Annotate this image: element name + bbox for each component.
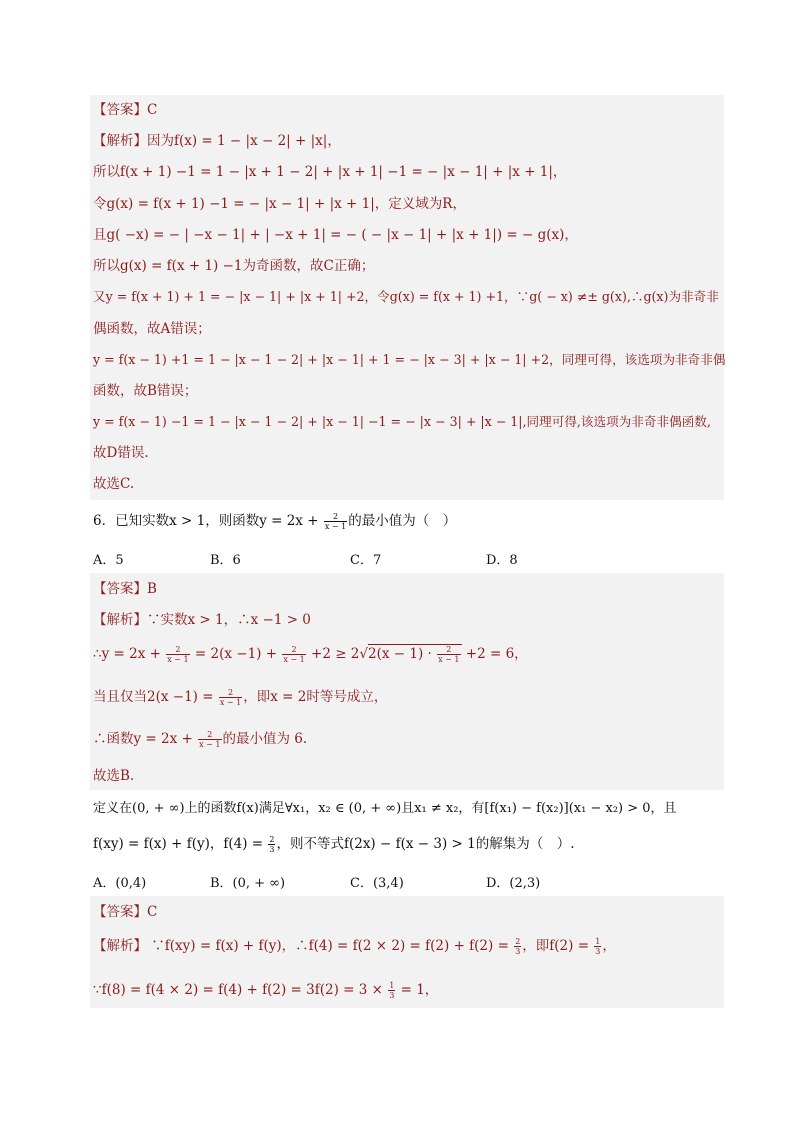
q6-solution-box <box>90 573 724 790</box>
math-text: 当且仅当2(x −1) = <box>93 689 218 705</box>
fraction-denominator: x − 1 <box>167 655 189 664</box>
math-text: +2 = 6， <box>461 646 528 662</box>
fraction-numerator: 2 <box>324 512 347 522</box>
q5-solution-line: 所以g(x) = f(x + 1) −1为奇函数，故C正确； <box>93 258 375 274</box>
q6-answer: 【答案】B <box>93 581 157 597</box>
fraction <box>166 645 189 664</box>
q7-option-a: A．(0,4) <box>93 876 147 891</box>
q6-solution-line <box>93 645 528 664</box>
q5-solution-line: 函数，故B错误； <box>93 383 198 399</box>
q5-solution-line: 【解析】因为f(x) = 1 − |x − 2| + |x|， <box>93 133 341 149</box>
fraction-denominator: 3 <box>389 991 395 1000</box>
math-text: 2(x − 1) · <box>368 646 437 662</box>
q6-number: 6． <box>93 513 116 529</box>
q6-option-d: D．8 <box>486 553 518 568</box>
q5-solution-line: 故D错误. <box>93 445 149 461</box>
fraction-denominator: x − 1 <box>219 698 242 707</box>
q5-solution-line: 且g( −x) = − | −x − 1| + | −x + 1| = − ( − |x − 1| + |x + 1|) = − g(x)， <box>93 227 578 243</box>
fraction-numerator: 1 <box>595 937 601 946</box>
fraction-denominator: x − 1 <box>283 655 305 664</box>
fraction <box>514 937 521 956</box>
q7-option-c: C．(3,4) <box>350 876 404 891</box>
math-text: 的最小值为 6. <box>222 731 308 747</box>
q6-option-b: B．6 <box>210 553 241 568</box>
q5-solution-line: y = f(x − 1) −1 = 1 − |x − 1 − 2| + |x − 1| −1 = − |x − 3| + |x − 1|,同理可得,该选项为非奇非偶函数, <box>93 414 711 429</box>
q7-solution-line <box>93 937 616 956</box>
fraction-denominator: 3 <box>269 845 275 854</box>
q7-option-d: D．(2,3) <box>486 876 541 891</box>
fraction-numerator: 2 <box>437 645 460 655</box>
fraction <box>268 835 275 854</box>
fraction-numerator: 2 <box>166 645 189 655</box>
fraction <box>594 937 601 956</box>
math-text: +2 ≥ 2 <box>306 646 360 662</box>
q6-stem-text: 已知实数x > 1，则函数y = 2x + <box>115 513 323 529</box>
q5-solution-line: 令g(x) = f(x + 1) −1 = − |x − 1| + |x + 1|，定义域为R， <box>93 196 466 212</box>
fraction-denominator: x − 1 <box>324 522 347 531</box>
q6-stem-fraction <box>324 512 347 531</box>
math-text: 【解析】 ∵f(xy) = f(x) + f(y)，∴f(4) = f(2 × 2) = f(2) + f(2) = <box>93 938 514 954</box>
q6-solution-line: 故选B. <box>93 768 135 784</box>
sqrt-content <box>368 644 461 662</box>
math-text: ，即f(2) = <box>522 938 594 954</box>
fraction <box>219 688 242 707</box>
math-text: ，即x = 2时等号成立， <box>243 689 388 705</box>
q5-solution-line: 故选C. <box>93 476 135 492</box>
math-text: = 1， <box>396 982 439 998</box>
math-text: ， <box>602 938 616 954</box>
q5-solution-line: 所以f(x + 1) −1 = 1 − |x + 1 − 2| + |x + 1| −1 = − |x − 1| + |x + 1|， <box>93 164 567 180</box>
math-text: f(xy) = f(x) + f(y)，f(4) = <box>93 836 268 852</box>
fraction-numerator: 2 <box>515 937 521 946</box>
fraction-numerator: 2 <box>282 645 305 655</box>
q6-solution-line: 【解析】∵实数x > 1，∴x −1 > 0 <box>93 612 311 628</box>
fraction-denominator: 3 <box>515 947 521 956</box>
fraction-denominator: 3 <box>595 947 601 956</box>
q6-option-a: A．5 <box>93 553 124 568</box>
q6-solution-line <box>93 688 387 707</box>
q6-stem-text: 的最小值为（ ） <box>348 513 457 529</box>
fraction-numerator: 2 <box>219 688 242 698</box>
q7-answer: 【答案】C <box>93 904 158 920</box>
fraction <box>282 645 305 664</box>
fraction-denominator: x − 1 <box>438 655 460 664</box>
math-text: = 2(x −1) + <box>190 646 282 662</box>
q6-solution-line <box>93 730 307 749</box>
fraction-denominator: x − 1 <box>199 740 221 749</box>
fraction <box>388 981 395 1000</box>
math-text: ∵f(8) = f(4 × 2) = f(4) + f(2) = 3f(2) = 3 × <box>93 982 388 998</box>
math-text: ，则不等式f(2x) − f(x − 3) > 1的解集为（ ）. <box>276 836 575 852</box>
fraction <box>198 730 221 749</box>
q6-option-c: C．7 <box>350 553 382 568</box>
fraction-numerator: 2 <box>269 835 275 844</box>
q6-stem <box>93 512 456 531</box>
q5-solution-line: 偶函数，故A错误； <box>93 321 211 337</box>
fraction-numerator: 1 <box>389 981 395 990</box>
q5-solution-line: 又y = f(x + 1) + 1 = − |x − 1| + |x + 1| +2，令g(x) = f(x + 1) +1，∵g( − x) ≠± g(x),∴g(x)为非奇非 <box>93 289 719 304</box>
q7-solution-line <box>93 981 438 1000</box>
q5-solution-line: y = f(x − 1) +1 = 1 − |x − 1 − 2| + |x − 1| + 1 = − |x − 3| + |x − 1| +2，同理可得，该选项为非奇非偶 <box>93 352 726 367</box>
fraction <box>437 645 460 664</box>
sqrt-icon: √ <box>359 646 369 662</box>
q7-stem-line: 定义在(0, + ∞)上的函数f(x)满足∀x₁，x₂ ∈ (0, + ∞)且x₁ ≠ x₂，有[f(x₁) − f(x₂)](x₁ − x₂) > 0，且 <box>93 801 677 816</box>
fraction-numerator: 2 <box>198 730 221 740</box>
math-text: ∴函数y = 2x + <box>93 731 198 747</box>
q5-answer: 【答案】C <box>93 102 158 118</box>
q7-stem-line <box>93 835 575 854</box>
q7-option-b: B．(0, + ∞) <box>210 876 286 891</box>
math-text: ∴y = 2x + <box>93 646 166 662</box>
